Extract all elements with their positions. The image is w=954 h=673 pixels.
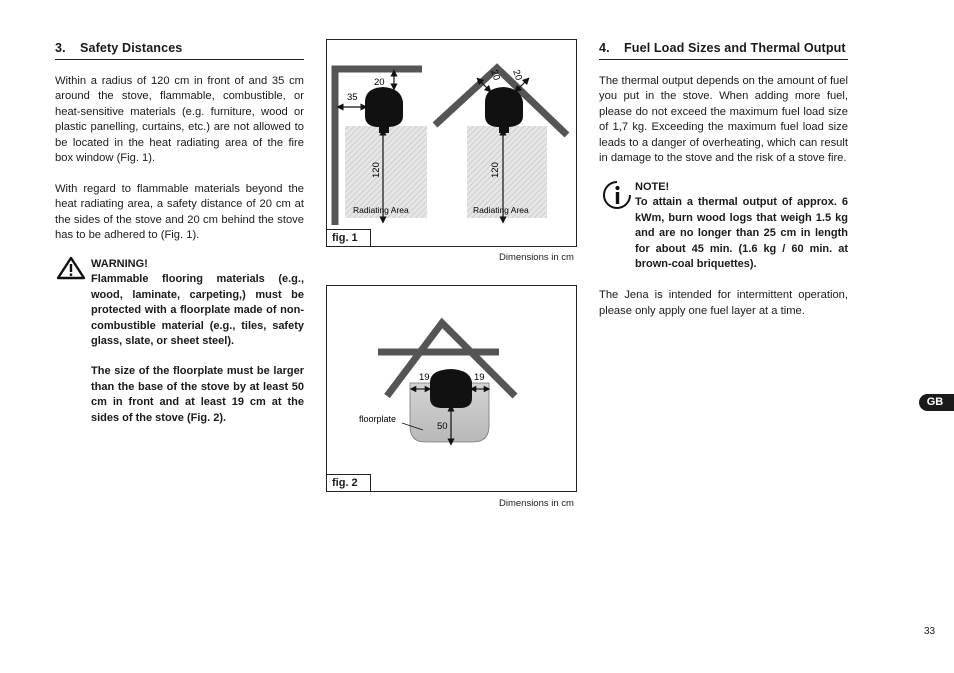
note-title: NOTE! [635,181,670,193]
fig2-floorplate-label: floorplate [359,414,397,424]
figure-2 [326,285,577,492]
fig1-dim-top: 20 [374,77,385,88]
fig1-caption: Dimensions in cm [499,252,574,263]
figure-1 [326,39,577,247]
info-icon [601,179,633,211]
fig2-dim-left: 19 [419,372,430,383]
fig1-dim-diag-left: 20 [488,68,503,82]
section-heading [599,41,848,60]
fig2-drawing [327,286,576,491]
warning-text: The size of the floorplate must be larger than the base of the stove by at least 50 cm in front and at least 19 cm at the sides of the stove (Fig. 2). [91,365,304,424]
note-text: To attain a thermal output of approx. 6 kWm, burn wood logs that weigh 1.5 kg and are no longer than 25 cm in length for about 45 min. (1.6 kg / 60 min. at brown-coal briquettes). [635,196,848,271]
section-fuel-load [599,41,848,167]
section-number: 3. [55,41,66,55]
section-safety-distances [55,41,304,244]
paragraph: The Jena is intended for intermittent operation, please only apply one fuel layer at a time. [599,289,848,317]
paragraph: With regard to flammable materials beyond the heat radiating area, a safety distance of 20 cm at the sides of the stove and 20 cm behind the stove has to be adhered to (Fig. 1). [55,182,304,241]
fig1-radiating-area-label: Radiating Area [353,205,409,215]
page-number: 33 [924,626,936,637]
warning-triangle-icon [56,256,86,280]
section-fuel-load-footer [599,288,848,319]
fig1-dim-side: 35 [347,92,358,103]
fig1-label: fig. 1 [326,229,371,247]
language-badge: GB [919,394,954,411]
fig2-label: fig. 2 [326,474,371,492]
fig1-dim-diag-right: 20 [510,68,525,82]
paragraph: The thermal output depends on the amount of fuel you put in the stove. When adding more fuel, please do not exceed the maximum fuel load size of 1,7 kg. Exceeding the maximum fuel load size leads to a danger of overheating, which can result in damage to the stove and the risk of a stove fire. [599,74,848,164]
warning-text: Flammable flooring materials (e.g., wood, laminate, carpeting,) must be protected with a floorplate made of non-combustible material (e.g., tiles, safety glass, slate, or sheet steel). [91,273,304,348]
section-number: 4. [599,41,610,55]
fig2-caption: Dimensions in cm [499,498,574,509]
fig1-radiating-area-label-right: Radiating Area [473,205,529,215]
fig1-drawing [327,40,576,246]
fig1-dim-front-right: 120 [490,162,501,178]
section-heading [55,41,304,60]
fig2-dim-front: 50 [437,421,448,432]
warning-title: WARNING! [91,258,148,270]
fig1-dim-front: 120 [371,162,382,178]
paragraph: Within a radius of 120 cm in front of and 35 cm around the stove, flammable, combustible, or heat-sensitive materials (e.g. furniture, wood or plastic panelling, curtains, etc.) are not allowed to be located in the heat radiating area of the fire box window (Fig. 1). [55,74,304,164]
section-title: Fuel Load Sizes and Thermal Output [624,41,846,55]
section-title: Safety Distances [80,41,183,55]
fig2-dim-right: 19 [474,372,485,383]
